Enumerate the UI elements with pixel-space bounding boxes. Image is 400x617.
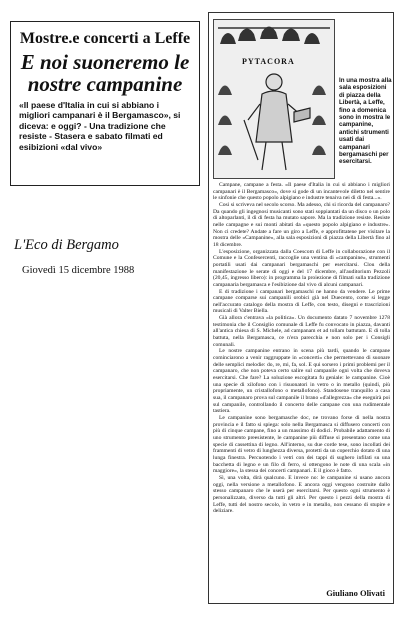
headline-box	[10, 21, 200, 186]
figure-label: PYTACORA	[242, 57, 295, 66]
headline-kicker: Mostre.e concerti a Leffe	[19, 30, 191, 47]
headline-subhead: «Il paese d'Italia in cui si abbiano i migliori campanari è il Bergamasco», si diceva: e oggi? - Una tradizione che resiste - Stasera e sabato filmati ed esibizioni «dal vivo»	[19, 100, 181, 152]
author-signature: Giuliano Olivati	[326, 588, 385, 598]
article-paragraph: E di tradizione i campanari bergamaschi ne hanno da vendere. Le prime campane comparse sui campanili orobici già nel Duecento, come si legge nell'accurato catalogo della mostra di Leffe, con testo, disegni e trascrizioni musicali di Valter Biella.	[213, 288, 390, 315]
article-paragraph: Già allora c'entrava «la politica». Un documento datato 7 novembre 1278 testimonia che il Consiglio comunale di Leffe fu convocato in piazza, davanti all'antica chiesa di S. Michele, ad campanam et ad tollam battutam. E di tolla battuta, nella Bergamasca, ce n'era parecchia e non solo per i Consigli comunali.	[213, 315, 390, 348]
illustration-figure	[213, 19, 335, 179]
article-paragraph: L'esposizione, organizzata dalla Coescom di Leffe in collaborazione con il Comune e la Confesercenti, raccoglie una ventina di «campanine», strumenti portatili usati dai campanari bergamaschi per esercitarsi. Clou della manifestazione le serate di oggi e del 17 dicembre, all'auditorium Pezzoli (20,45, ingresso libero): in programma la proiezione di filmati sulla tradizione campanaria bergamasca e l'esibizione dal vivo di alcuni campanari.	[213, 248, 390, 288]
campanine-illustration-icon	[214, 20, 334, 178]
publication-date: Giovedì 15 dicembre 1988	[22, 265, 135, 276]
article-column	[208, 12, 394, 604]
headline-title: E noi suoneremo le nostre campanine	[20, 50, 190, 96]
figure-caption: In una mostra alla sala esposizioni di piazza della Libertà, a Leffe, fino a domenica sono in mostra le campanine, antichi strumenti usati dai campanari bergamaschi per esercitarsi.	[339, 77, 392, 166]
article-paragraph: Campane, campane a festa. «Il paese d'Italia in cui si abbiano i migliori campanari è il Bergamasco», dove si gode di un incantevole diletto nel sentire le sinfonie che questo popolo alpigiano e industre tenaiva nei dì di festa...».	[213, 182, 390, 202]
article-body	[213, 182, 390, 515]
article-paragraph: Le campanine sono bergamasche doc, ne trovano forse di nella nostra provincia e il fatto si spiega: solo nella Bergamasca si diffusero concerti con più di cinque campane, fino a un massimo di dodici. Probabile adattamento di uno strumento preesistente, le campanine più diffuse si presentano come una specie di cassettina di legno. All'interno, su due corde tese, sono incollati dei frammenti di vetro di lunghezza diversa, protetti da un coperchio dotato di una lunga finestra. Percuotendo i vetri con dei tappi di sughero infilati su una bacchetta di legno e un filo di ferro, si ottengono le note di una scala «in maggiore», la stessa dei concerti campanari. E il gioco è fatto.	[213, 414, 390, 475]
article-paragraph: Le nostre campanine entrano in scena più tardi, quando le campane cominciarono a venir raggruppate in «concerti» che permettevano di suonare delle semplici melodie: do, re, mi, fa, sol. E qui sorsero i primi problemi per il campanaro, che non poteva certo salire sul campanile ogni volta che doveva esercitarsi. Che fare? La soluzione escogitata fu geniale: le campanine. Cioè una specie di xilofono con i risuonatori in vetro o in metallo (quindi, più propriamente, un cristallofono o metallofono). Standosene tranquillo a casa sua, il campanaro prova sul campanile il brano «d'allegrezza» che eseguirà poi sul campanile, controllando il concerto delle campane con una rudimentale tastiera.	[213, 348, 390, 415]
article-paragraph: Sì, una volta, dirà qualcuno. E invece no: le campanine si usano ancora oggi, nella versione a metallofono. E ancora oggi vengono costruite dallo stesso campanaro che le userà per esercitarsi. Per questo ogni strumento è personalizzato, diverso da tutti gli altri. Per questo i pezzi della mostra di Leffe, tutti del nostro secolo, in vetro e in metallo, non cessano di stupire e deliziare.	[213, 474, 390, 515]
article-paragraph: Così si scriveva nel secolo scorso. Ma adesso, chi si ricorda del campanaro? Da quando gli ingegnosi musicanti sono stati soppiantati da un disco o un polo di altoparlanti, il dì di festa ha mutato sapore. Ma la tradizione resiste. Resiste nelle campagne e sui monti abitati da «questo popolo alpigiano e industre». Non ci credete? Andate a fare un giro a Leffe, e approfittatene per visitare la mostra delle «Campanine», alla sala esposizioni di piazza della Libertà fino al 18 dicembre.	[213, 201, 390, 248]
newspaper-name: L'Eco di Bergamo	[14, 237, 119, 253]
